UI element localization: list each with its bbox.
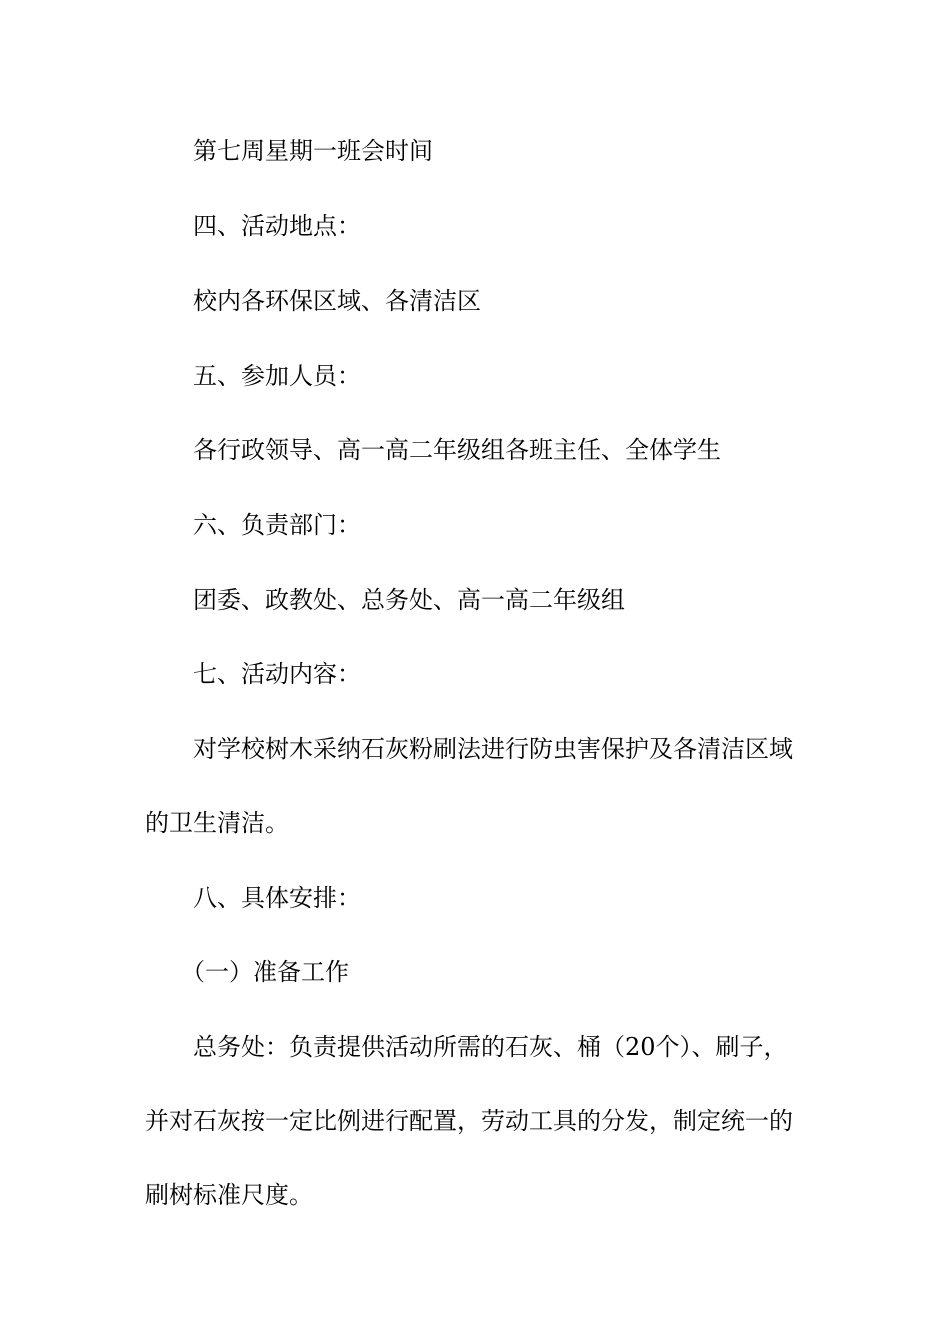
heading-content: 七、活动内容： [193, 660, 361, 688]
paragraph-meeting-time: 第七周星期一班会时间 [193, 137, 433, 165]
heading-participants: 五、参加人员： [193, 362, 361, 390]
heading-departments: 六、负责部门： [193, 511, 361, 539]
paragraph-participants: 各行政领导、高一高二年级组各班主任、全体学生 [193, 436, 721, 464]
paragraph-content: 对学校树木采纳石灰粉刷法进行防虫害保护及各清洁区域的卫生清洁。 [145, 735, 793, 837]
paragraph-general-affairs: 总务处：负责提供活动所需的石灰、桶（20个）、刷子，并对石灰按一定比例进行配置，劳动工具的分发，制定统一的刷树标准尺度。 [145, 1033, 793, 1209]
heading-location: 四、活动地点： [193, 212, 361, 240]
paragraph-location: 校内各环保区域、各清洁区 [193, 287, 481, 315]
heading-preparation: （一）准备工作 [181, 958, 349, 986]
paragraph-departments: 团委、政教处、总务处、高一高二年级组 [193, 586, 625, 614]
heading-arrangements: 八、具体安排： [193, 884, 361, 912]
